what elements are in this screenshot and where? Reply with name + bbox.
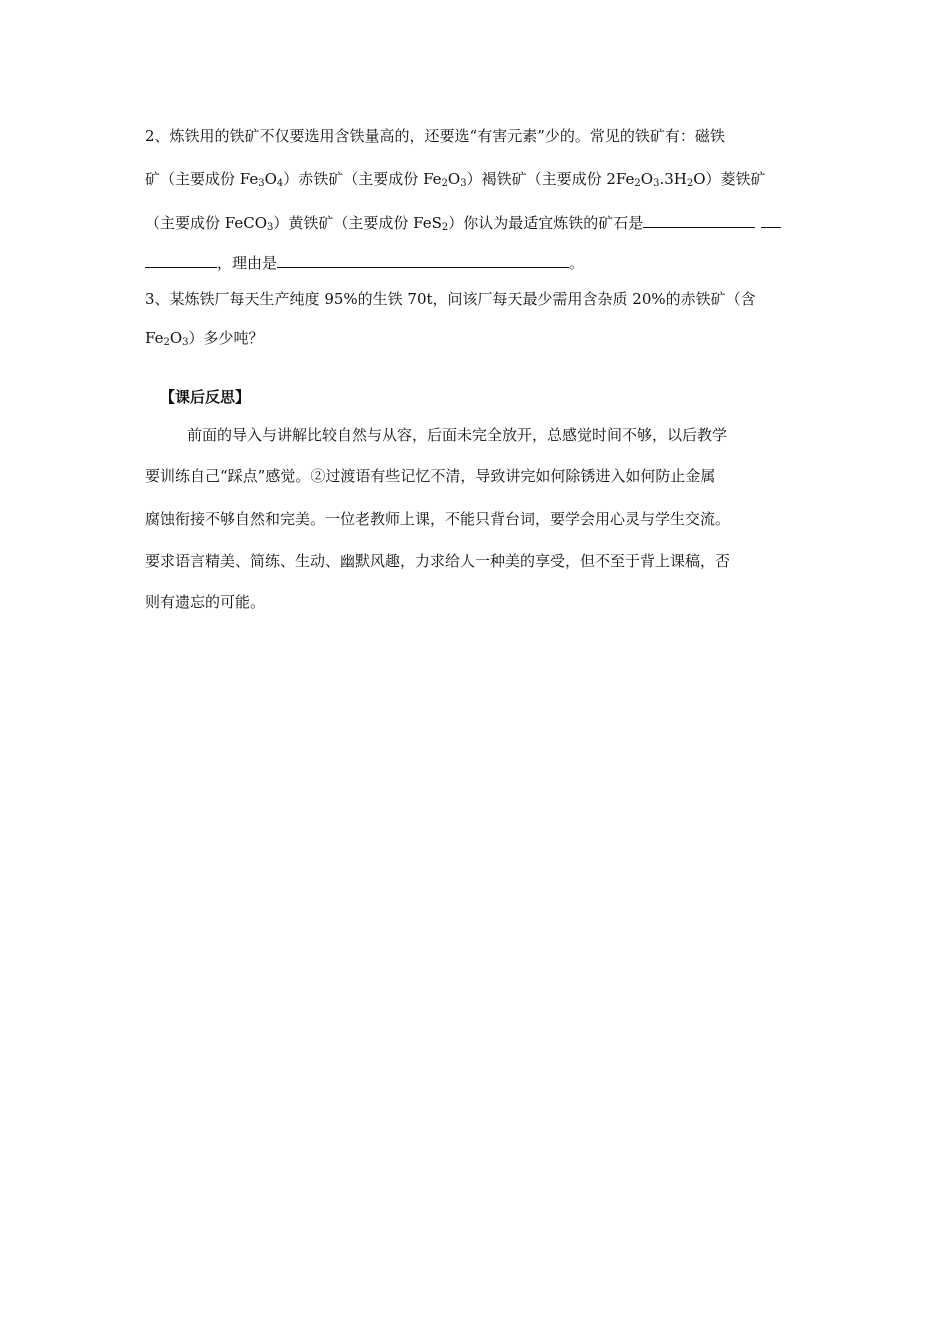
text-run: Fe [145,329,164,347]
subscript: 3 [182,337,189,348]
reflection-line-5: 则有遗忘的可能。 [145,593,266,611]
question-2-line-4 [145,252,584,273]
text-run: ，理由是 [217,254,278,272]
text-run: O [640,170,654,188]
question-2-text: 2、炼铁用的铁矿不仅要选用含铁量高的，还要选“有害元素”少的。常见的铁矿有：磁铁 [145,127,725,145]
answer-blank-ore[interactable] [643,212,755,228]
question-2-line-1 [145,126,725,146]
text-run: 矿（主要成份 Fe [145,170,259,188]
text-run: O [264,170,277,188]
reflection-line-2: 要训练自己“踩点”感觉。②过渡语有些记忆不清，导致讲完如何除锈进入如何防止金属 [145,467,716,485]
subscript: 3 [460,178,467,189]
text-run: ）你认为最适宜炼铁的矿石是 [448,214,644,232]
question-3-line-1 [145,289,756,309]
subscript: 2 [163,337,170,348]
text-run: 。 [569,254,585,272]
text-run: ）多少吨？ [188,329,264,347]
reflection-line-4: 要求语言精美、简练、生动、幽默风趣，力求给人一种美的享受，但不至于背上课稿，否 [145,552,731,570]
subscript: 4 [276,178,284,189]
text-run: O）菱铁矿 [693,170,766,188]
answer-blank-ore-continued[interactable] [761,212,781,228]
subscript: 2 [686,178,694,189]
answer-blank-ore-end[interactable] [145,252,217,268]
answer-blank-reason[interactable] [277,252,569,268]
text-run: ）赤铁矿（主要成份 Fe [283,170,442,188]
text-run: ）褐铁矿（主要成份 2Fe [466,170,635,188]
reflection-line-3: 腐蚀衔接不够自然和完美。一位老教师上课，不能只背台词，要学会用心灵与学生交流。 [145,510,731,528]
text-run: （主要成份 FeCO [145,214,268,232]
question-3-text: 3、某炼铁厂每天生产纯度 95%的生铁 70t，问该厂每天最少需用含杂质 20%的赤铁矿（含 [145,290,756,308]
subscript: 2 [634,178,641,189]
subscript: 3 [653,178,660,189]
subscript: 3 [267,222,274,233]
reflection-heading: 【课后反思】 [160,388,251,406]
text-run: O [447,170,461,188]
reflection-line-1: 前面的导入与讲解比较自然与从容，后面未完全放开，总感觉时间不够，以后教学 [187,426,728,444]
subscript: 2 [441,178,448,189]
question-2-line-2 [145,169,766,189]
text-run: ）黄铁矿（主要成份 FeS [273,214,442,232]
text-run: .3H [659,170,687,188]
question-2-line-3 [145,212,781,233]
question-3-line-2 [145,328,264,348]
text-run: O [169,329,183,347]
subscript: 3 [258,178,265,189]
subscript: 2 [441,222,449,233]
